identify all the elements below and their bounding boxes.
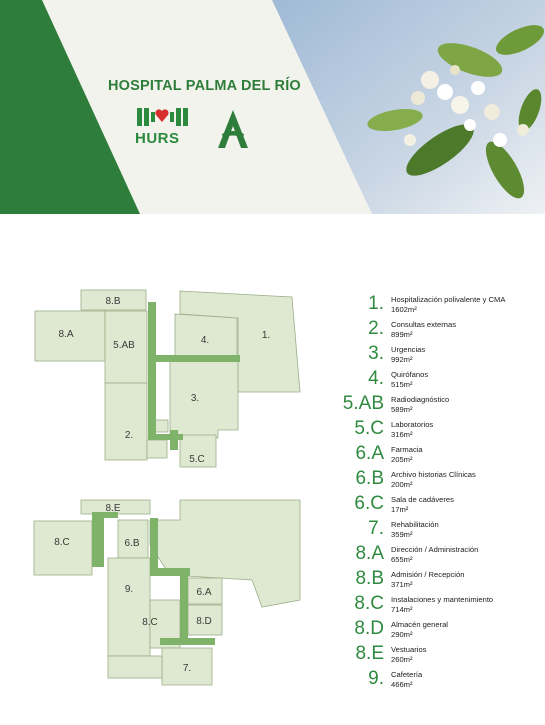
legend-item (338, 517, 543, 542)
legend-name: Consultas externas (391, 320, 457, 329)
legend-name: Almacén general (391, 620, 448, 629)
label-8a: 8.A (58, 329, 74, 340)
label-6a: 6.A (196, 587, 212, 598)
legend-area: 466m² (391, 680, 413, 689)
label-5ab: 5.AB (113, 340, 135, 351)
label-5c: 5.C (189, 454, 205, 465)
label-8b: 8.B (105, 296, 121, 307)
legend-number: 6.B (355, 468, 384, 489)
legend-number: 8.A (355, 543, 384, 564)
label-3: 3. (190, 393, 200, 404)
legend-item (338, 542, 543, 567)
legend-number: 2. (368, 318, 384, 339)
label-2: 2. (124, 430, 134, 441)
legend-name: Urgencias (391, 345, 426, 354)
legend-area: 992m² (391, 355, 413, 364)
label-7: 7. (182, 663, 192, 674)
bottom-floor-plan (34, 500, 300, 685)
legend-item (338, 617, 543, 642)
legend-item (338, 292, 543, 317)
legend-area: 17m² (391, 505, 409, 514)
legend-number: 8.B (355, 568, 384, 589)
legend-name: Quirófanos (391, 370, 429, 379)
header-background (0, 0, 545, 214)
legend-area: 655m² (391, 555, 413, 564)
legend-name: Radiodiagnóstico (391, 395, 450, 404)
legend-item (338, 642, 543, 667)
legend-item (338, 442, 543, 467)
legend-area: 290m² (391, 630, 413, 639)
room-3 (170, 360, 238, 438)
floor-plans (0, 280, 340, 700)
legend-item (338, 592, 543, 617)
legend-area: 260m² (391, 655, 413, 664)
legend-number: 7. (368, 518, 384, 539)
hurs-logo-text: HURS (135, 130, 180, 147)
top-floor-plan (35, 290, 300, 467)
room-9 (108, 558, 150, 656)
label-8c-bottom: 8.C (142, 617, 158, 628)
label-4: 4. (200, 335, 210, 346)
legend-number: 8.C (354, 593, 384, 614)
label-6b: 6.B (124, 538, 140, 549)
legend-name: Instalaciones y mantenimiento (391, 595, 494, 604)
legend-item (338, 667, 543, 692)
legend-number: 5.C (354, 418, 384, 439)
label-8c-left: 8.C (54, 537, 70, 548)
legend-item (338, 467, 543, 492)
legend-name: Admisión / Recepción (391, 570, 465, 579)
legend-area: 316m² (391, 430, 413, 439)
room-2 (105, 383, 147, 460)
legend-area: 714m² (391, 605, 413, 614)
legend-name: Vestuarios (391, 645, 427, 654)
legend-name: Archivo historias Clínicas (391, 470, 476, 479)
legend-number: 8.D (354, 618, 384, 639)
legend-name: Rehabilitación (391, 520, 439, 529)
legend-area: 515m² (391, 380, 413, 389)
legend-number: 4. (368, 368, 384, 389)
label-8d: 8.D (196, 616, 212, 627)
legend-number: 6.A (355, 443, 384, 464)
legend-area: 1602m² (391, 305, 417, 314)
legend-number: 8.E (355, 643, 384, 664)
legend-name: Dirección / Administración (391, 545, 479, 554)
legend-area: 371m² (391, 580, 413, 589)
room-8c-left (34, 521, 92, 575)
legend-number: 6.C (354, 493, 384, 514)
legend-number: 5.AB (342, 393, 384, 414)
legend-name: Sala de cadáveres (391, 495, 454, 504)
legend-area: 589m² (391, 405, 413, 414)
label-8e: 8.E (105, 503, 121, 514)
hospital-title: HOSPITAL PALMA DEL RÍO (108, 78, 301, 94)
legend-name: Hospitalización polivalente y CMA (391, 295, 506, 304)
legend-number: 9. (368, 668, 384, 689)
legend-area: 200m² (391, 480, 413, 489)
legend-item (338, 492, 543, 517)
legend-item (338, 392, 543, 417)
legend-area: 359m² (391, 530, 413, 539)
legend-item (338, 417, 543, 442)
legend-name: Farmacia (391, 445, 423, 454)
legend-area: 205m² (391, 455, 413, 464)
legend-name: Cafetería (391, 670, 423, 679)
legend-item (338, 342, 543, 367)
label-1: 1. (261, 330, 271, 341)
label-9: 9. (124, 584, 134, 595)
legend-number: 1. (368, 293, 384, 314)
legend-name: Laboratorios (391, 420, 434, 429)
legend-item (338, 367, 543, 392)
room-large-east (150, 500, 300, 607)
legend-number: 3. (368, 343, 384, 364)
floor-plan-drawing (0, 280, 340, 700)
legend-item (338, 317, 543, 342)
header-banner (0, 0, 545, 214)
legend-item (338, 567, 543, 592)
legend-area: 899m² (391, 330, 413, 339)
